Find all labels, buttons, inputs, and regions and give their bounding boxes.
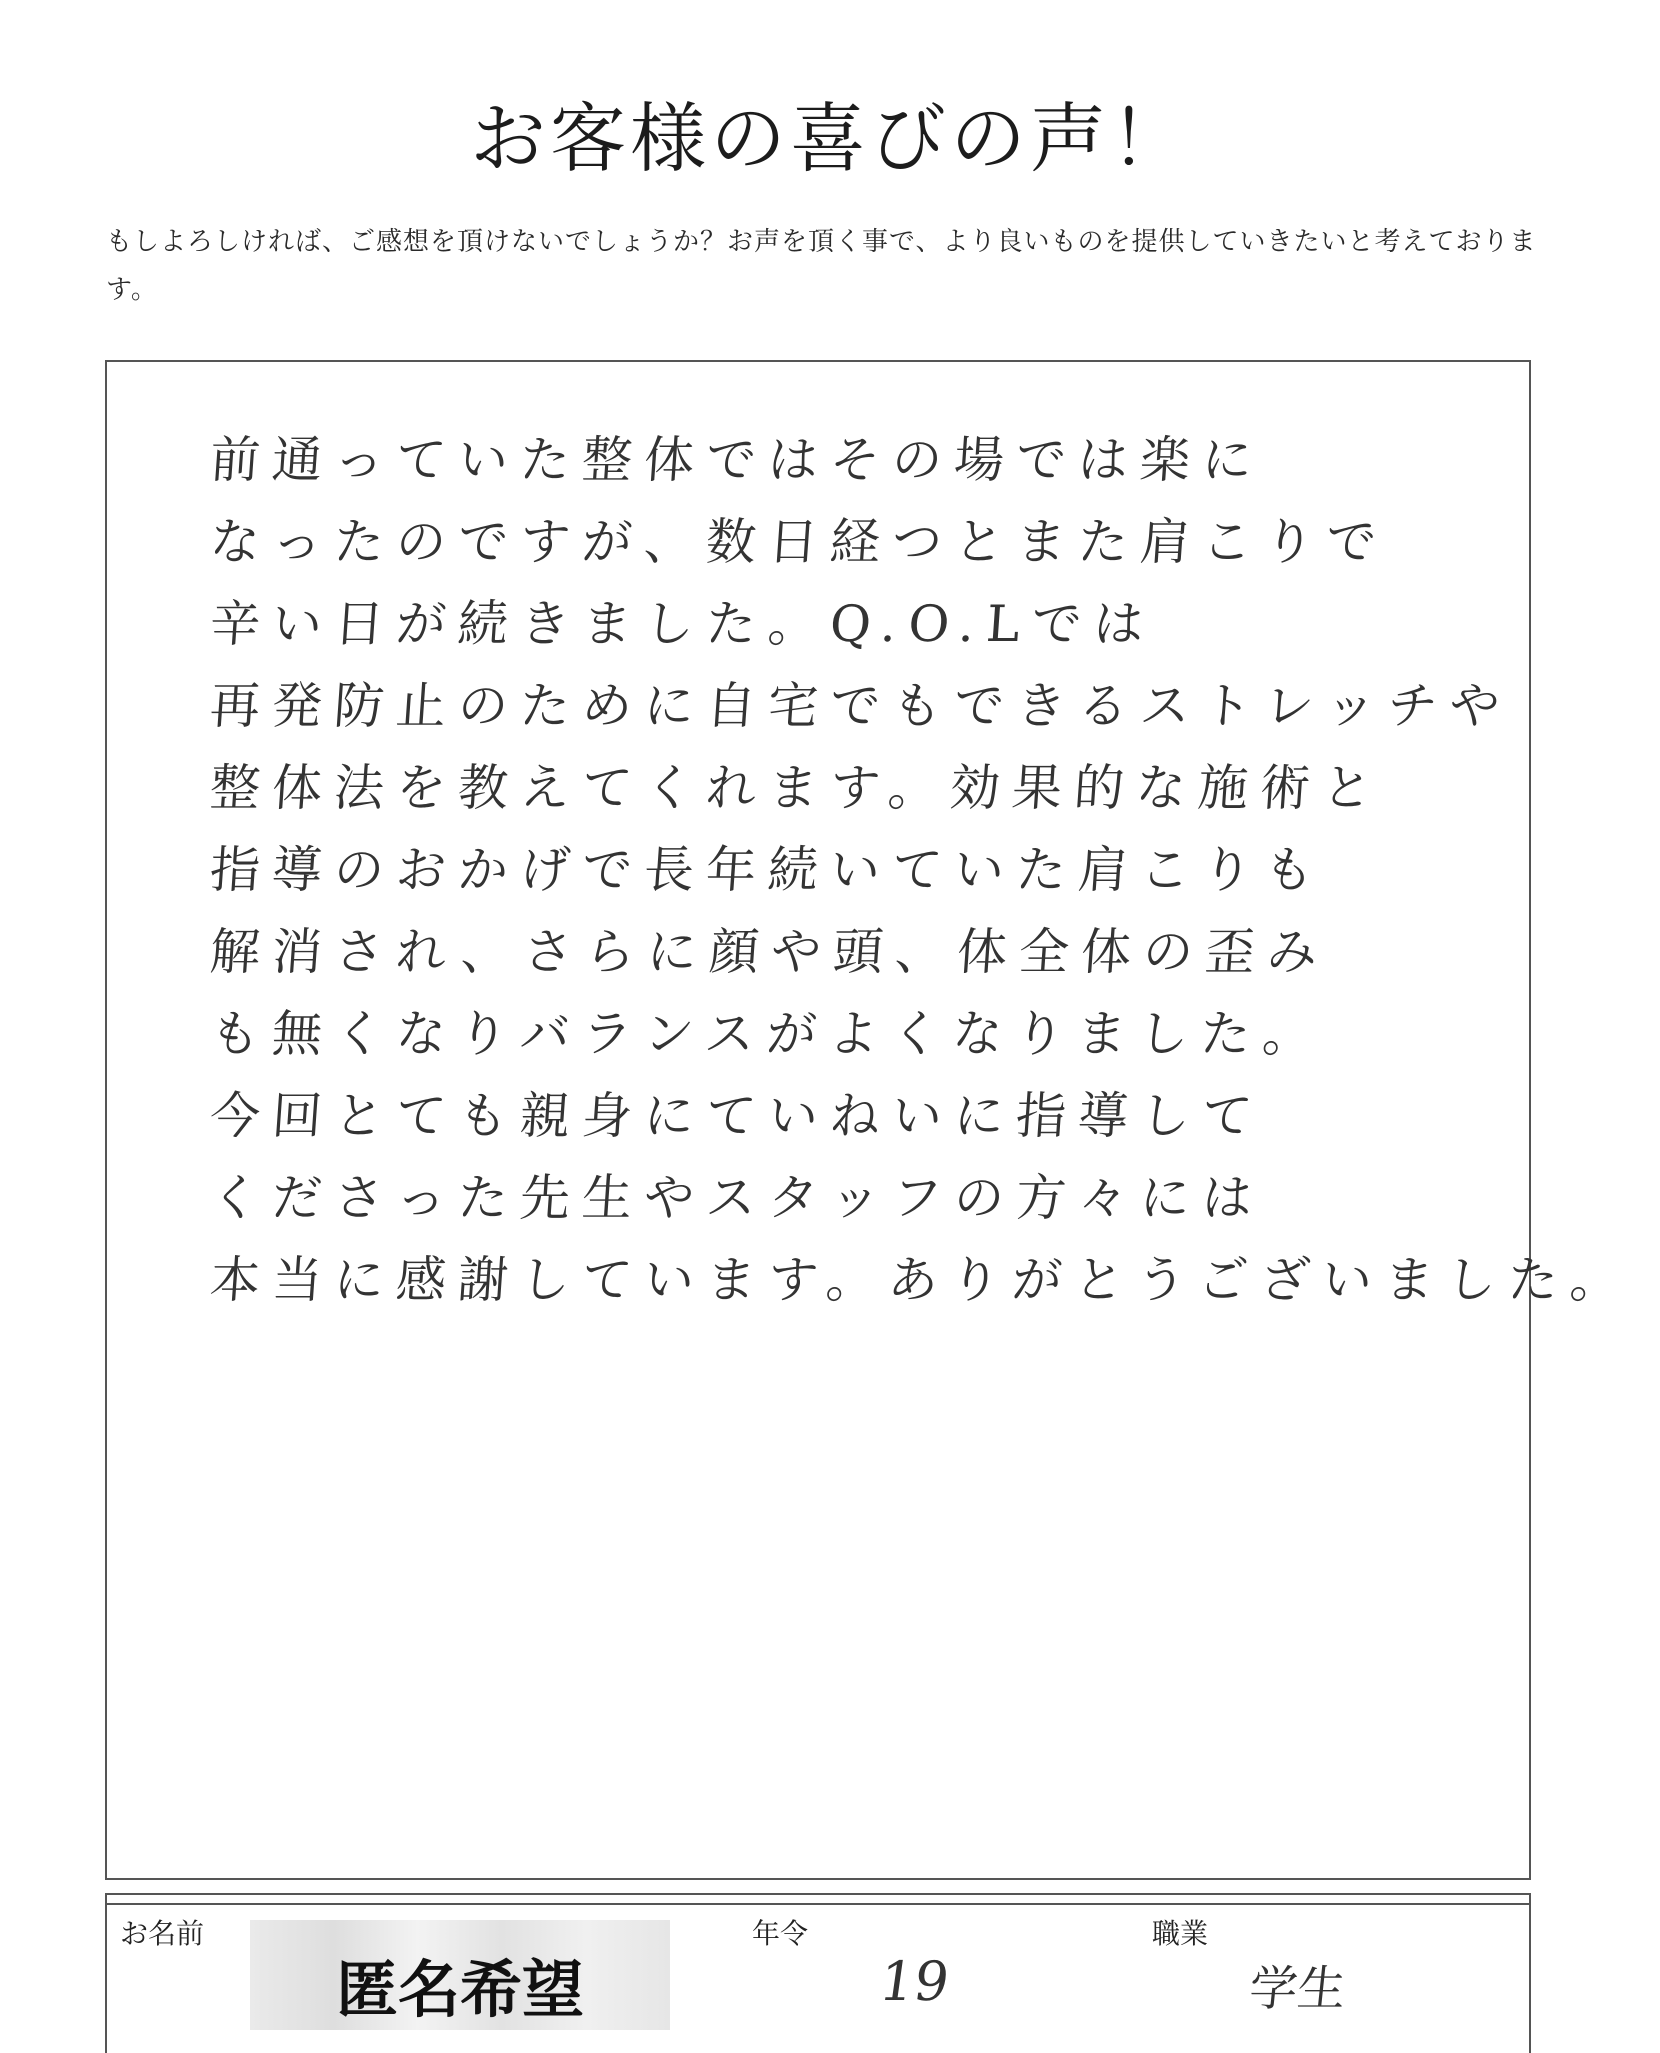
age-label: 年令 (752, 1917, 809, 1950)
age-value: 19 (875, 1950, 954, 2013)
comment-line: 整体法を教えてくれます。効果的な施術と (208, 759, 1387, 817)
name-label: お名前 (120, 1917, 205, 1950)
occupation-label: 職業 (1152, 1917, 1209, 1950)
name-value: 匿名希望 (335, 1953, 584, 2026)
handwritten-comment (208, 420, 1635, 1322)
comment-line: 解消され、さらに顔や頭、体全体の歪み (208, 923, 1332, 981)
page-title: お客様の喜びの声！ (470, 94, 1190, 183)
comment-line: 再発防止のために自宅でもできるストレッチや (208, 677, 1514, 735)
comment-line: 本当に感謝しています。ありがとうございました。 (208, 1251, 1635, 1309)
footer-divider (107, 1903, 1529, 1905)
comment-line: 前通っていた整体ではその場では楽に (208, 431, 1267, 489)
intro-text: もしよろしければ、ご感想を頂けないでしょうか？お声を頂く事で、より良いものを提供していきたいと考えております。 (106, 227, 1537, 305)
comment-line: も無くなりバランスがよくなりました。 (208, 1005, 1327, 1063)
comment-line: 指導のおかげで長年続いていた肩こりも (208, 841, 1329, 899)
comment-line: くださった先生やスタッフの方々には (208, 1169, 1267, 1227)
name-redaction (250, 1920, 670, 2030)
comment-line: 辛い日が続きました。Q.O.Lでは (208, 595, 1158, 653)
comment-line: 今回とても親身にていねいに指導して (208, 1087, 1267, 1145)
comment-line: なったのですが、数日経つとまた肩こりで (208, 513, 1391, 571)
occupation-value: 学生 (1246, 1961, 1349, 2017)
